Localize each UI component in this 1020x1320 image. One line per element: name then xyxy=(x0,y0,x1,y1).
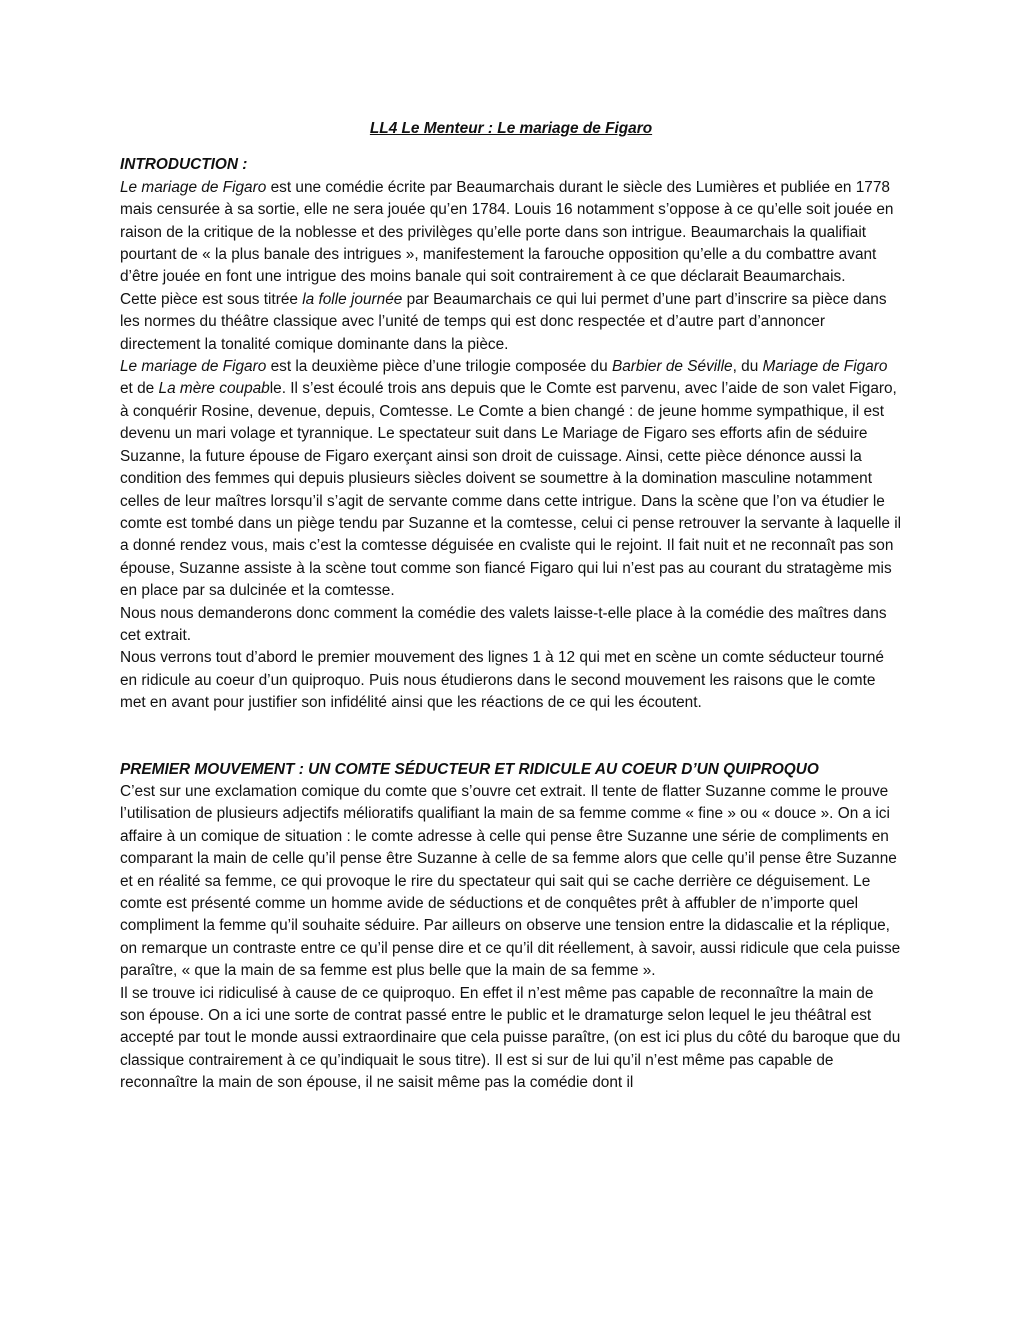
intro-paragraph-3-text-b: , du xyxy=(732,358,763,376)
work-title-barbier: Barbier de Séville xyxy=(611,358,733,376)
introduction-heading: INTRODUCTION : xyxy=(120,156,248,174)
intro-paragraph-3-text-c: et de xyxy=(120,380,159,398)
section1-paragraph-2: Il se trouve ici ridiculisé à cause de ce quiproquo. En effet il n’est même pas capable de reconnaître la main de son épouse. On a ici une sorte de contrat passé entre le public et le dramaturge selon lequel le jeu théâtral est accepté par tout le monde aussi extraordinaire que cela puisse paraître, (on est ici plus du côté du baroque que du classique contrairement à ce qu’indiquait le sous titre). Il est si sur de lui qu’il n’est même pas capable de reconnaître la main de son épouse, il ne saisit même pas la comédie dont il xyxy=(120,984,901,1092)
intro-paragraph-2-text-b: par Beaumarchais ce qui lui permet d’une part d’inscrire sa pièce dans les normes du théâtre classique avec l’unité de temps qui est donc respectée et d’autre part d’annoncer directement la tonalité comique dominante dans la pièce. xyxy=(120,290,887,353)
intro-paragraph-1 xyxy=(120,177,902,289)
section1-heading: PREMIER MOUVEMENT : UN COMTE SÉDUCTEUR ET RIDICULE AU COEUR D’UN QUIPROQUO xyxy=(120,760,819,778)
intro-paragraph-2-text-a: Cette pièce est sous titrée xyxy=(120,290,303,308)
intro-paragraph-4: Nous nous demanderons donc comment la comédie des valets laisse-t-elle place à la comédie des maîtres dans cet extrait. xyxy=(120,604,887,644)
intro-paragraph-3 xyxy=(120,356,902,602)
work-title-2: Le mariage de Figaro xyxy=(120,358,267,376)
section1-paragraph-1: C’est sur une exclamation comique du comte que s’ouvre cet extrait. Il tente de flatter Suzanne comme le prouve l’utilisation de plusieurs adjectifs mélioratifs qualifiant la main de sa femme comme « fine » ou « douce ». On a ici affaire à un comique de situation : le comte adresse à celle qui pense être Suzanne une série de compliments en comparant la main de celle qu’il pense être Suzanne à celle de sa femme alors que celle qu’il pense être Suzanne et en réalité sa femme, ce qui provoque le rire du spectateur qui sait qui se cache derrière ce déguisement. Le comte est présenté comme un homme avide de séductions et de conquêtes prêt à affubler de n’importe quel compliment la femme qu’il souhaite séduire. Par ailleurs on observe une tension entre la didascalie et la réplique, on remarque un contraste entre ce qu’il pense dire et ce qu’il dit réellement, à savoir, aussi ridicule que cela puisse paraître, « que la main de sa femme est plus belle que la main de sa femme ». xyxy=(120,782,901,980)
section-spacer xyxy=(120,715,902,759)
intro-paragraph-5: Nous verrons tout d’abord le premier mouvement des lignes 1 à 12 qui met en scène un comte séducteur tourné en ridicule au coeur d’un quiproquo. Puis nous étudierons dans le second mouvement les raisons que le comte met en avant pour justifier son infidélité ainsi que les réactions de ce qui les écoutent. xyxy=(120,649,884,712)
work-title-mariage: Mariage de Figaro xyxy=(762,358,888,376)
document-page xyxy=(120,118,902,1095)
subtitle-title: la folle journée xyxy=(302,290,403,308)
intro-paragraph-2 xyxy=(120,289,902,356)
work-title: Le mariage de Figaro xyxy=(120,178,267,196)
intro-paragraph-3-text-a: est la deuxième pièce d’une trilogie composée du xyxy=(266,358,612,376)
intro-paragraph-3-text-d: le. Il s’est écoulé trois ans depuis que le Comte est parvenu, avec l’aide de son valet Figaro, à conquérir Rosine, devenue, depuis, Comtesse. Le Comte a bien changé : de jeune homme sympathique, il est devenu un mari volage et tyrannique. Le spectateur suit dans Le Mariage de Figaro ses efforts afin de séduire Suzanne, la future épouse de Figaro exerçant ainsi son droit de cuissage. Ainsi, cette pièce dénonce aussi la condition des femmes qui depuis plusieurs siècles doivent se soumettre à la domination masculine notamment celles de leur maîtres lorsqu’il s’agit de servante comme dans cette intrigue. Dans la scène que l’on va étudier le comte est tombé dans un piège tendu par Suzanne et la comtesse, celui ci pense retrouver la servante à laquelle il a donné rendez vous, mais c’est la comtesse déguisée en cvaliste qui le rejoint. Il fait nuit et ne reconnaît pas son épouse, Suzanne assiste à la scène tout comme son fiancé Figaro qui lui n’est pas au courant du stratagème mis en place par sa dulcinée et la comtesse. xyxy=(120,380,902,600)
document-title: LL4 Le Menteur : Le mariage de Figaro xyxy=(369,120,653,137)
intro-paragraph-1-text: est une comédie écrite par Beaumarchais durant le siècle des Lumières et publiée en 1778 mais censurée à sa sortie, elle ne sera jouée qu’en 1784. Louis 16 notamment s’oppose à ce qu’elle soit jouée en raison de la critique de la noblesse et des privilèges qu’elle porte dans son intrigue. Beaumarchais la qualifiait pourtant de « la plus banale des intrigues », manifestement la farouche opposition qu’elle a du combattre avant d’être jouée en font une intrigue des moins banale qui soit contrairement à ce que déclarait Beaumarchais. xyxy=(120,178,894,286)
work-title-mere: La mère coupab xyxy=(158,380,270,398)
